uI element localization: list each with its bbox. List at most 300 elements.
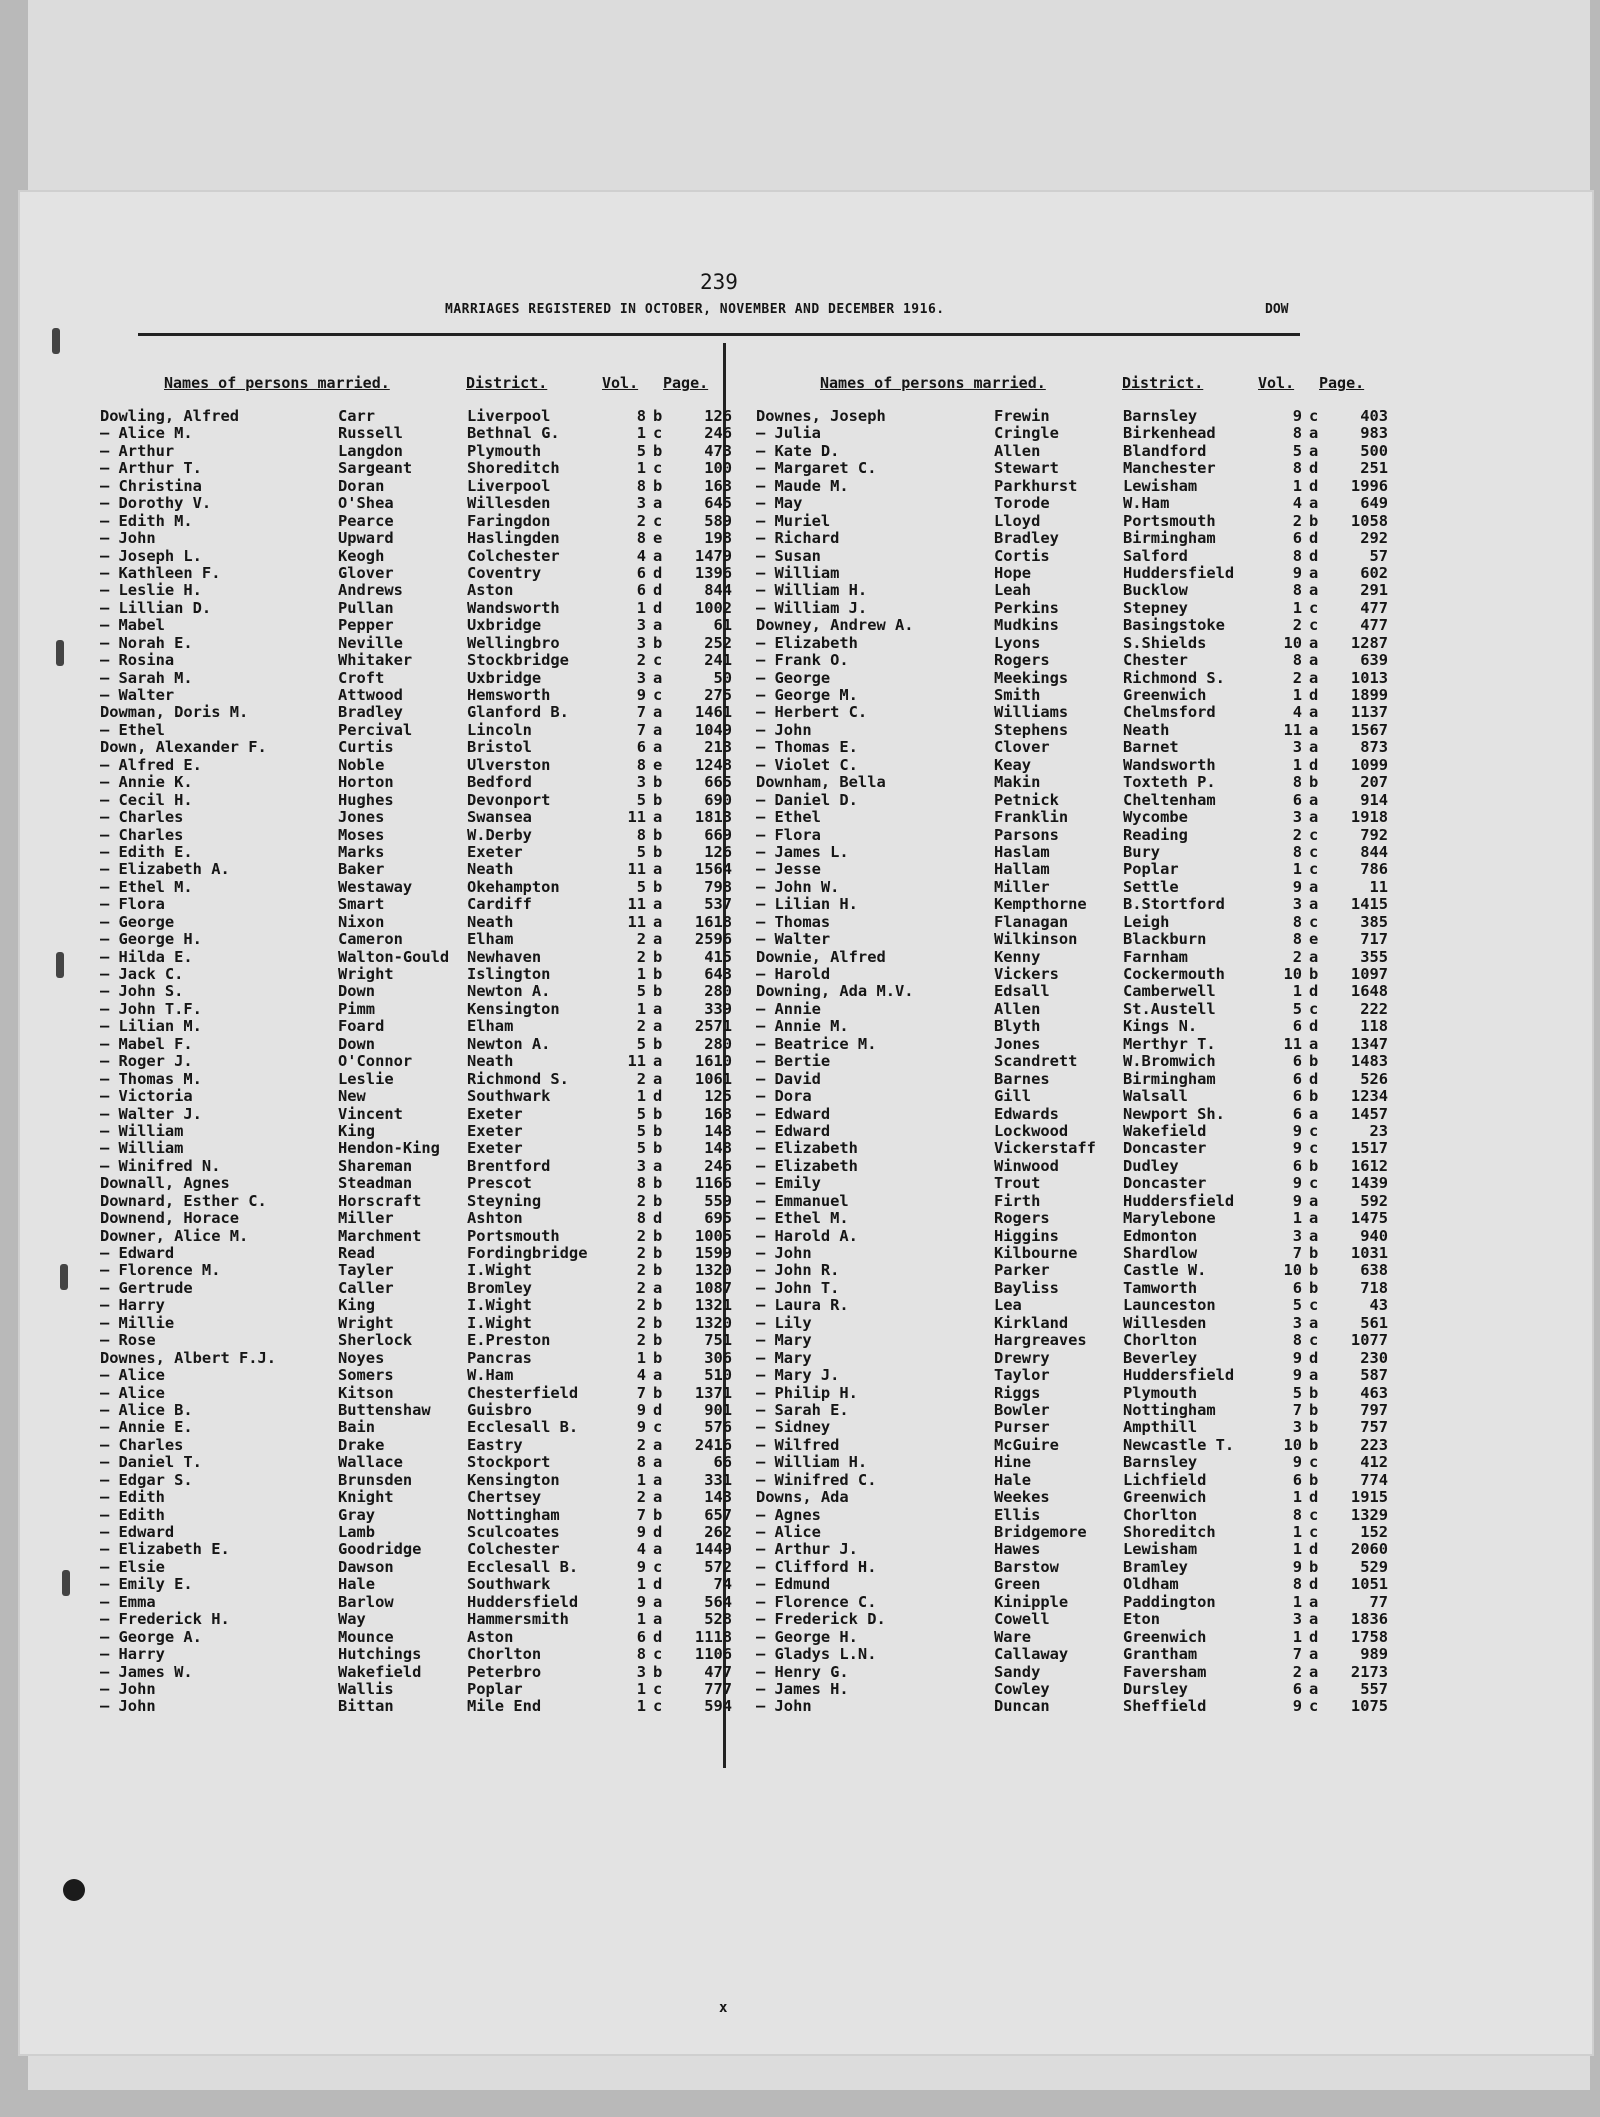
entry-spouse-surname: Meekings (994, 668, 1069, 687)
register-entry (756, 600, 1416, 617)
entry-spouse-surname: Lloyd (994, 511, 1041, 530)
entry-volume-section: d (653, 1087, 663, 1106)
register-entry (756, 1001, 1416, 1018)
entry-volume: 4 (636, 546, 646, 565)
entry-name: — Edgar S. (100, 1471, 193, 1489)
entry-page: 1610 (694, 1052, 732, 1071)
entry-spouse-surname: Jones (338, 808, 385, 827)
register-entry (756, 425, 1416, 442)
register-entry (100, 687, 760, 704)
entry-volume: 5 (1292, 1383, 1302, 1402)
register-entry (100, 1280, 760, 1297)
entry-volume: 5 (1292, 1296, 1302, 1315)
entry-district: Hemsworth (467, 686, 551, 704)
entry-volume: 6 (636, 738, 646, 757)
entry-volume: 3 (636, 668, 646, 687)
entry-district: Uxbridge (467, 668, 542, 687)
entry-page: 50 (713, 668, 732, 687)
entry-page: 275 (704, 686, 732, 704)
entry-name: — George (100, 913, 175, 931)
entry-district: Chorlton (1123, 1505, 1198, 1524)
entry-page: 529 (1360, 1557, 1388, 1576)
punch-hole (63, 1879, 85, 1901)
entry-volume-section: b (1309, 1435, 1319, 1454)
entry-name: — Edith (100, 1506, 165, 1524)
entry-name: — James L. (756, 843, 849, 861)
entry-volume-section: d (653, 1575, 663, 1594)
register-entry (756, 652, 1416, 669)
entry-volume: 2 (636, 1226, 646, 1245)
entry-page: 1087 (694, 1278, 732, 1297)
entry-page: 477 (704, 1662, 732, 1681)
entry-volume-section: a (1309, 1191, 1319, 1210)
entry-name: — William (756, 564, 840, 582)
entry-name: — Arthur (100, 442, 175, 460)
register-entry (756, 1472, 1416, 1489)
entry-spouse-surname: Upward (338, 529, 394, 548)
entry-district: Bromley (467, 1278, 532, 1297)
entry-name: — Richard (756, 530, 840, 548)
entry-district: Sculcoates (467, 1523, 560, 1541)
entry-name: — John W. (756, 878, 840, 896)
entry-district: Richmond S. (1123, 668, 1225, 687)
entry-volume: 9 (636, 1557, 646, 1576)
register-entry (756, 896, 1416, 913)
register-entry (756, 1350, 1416, 1367)
register-entry (100, 600, 760, 617)
entry-name: — Clifford H. (756, 1558, 877, 1576)
register-entry (100, 1297, 760, 1314)
entry-name: Downend, Horace (100, 1210, 239, 1228)
header-page: Page. (1319, 374, 1365, 392)
entry-district: Leigh (1123, 912, 1170, 931)
register-entry (100, 757, 760, 774)
entry-district: Toxteth P. (1123, 773, 1216, 792)
entry-page: 844 (1360, 842, 1388, 861)
entry-page: 43 (1369, 1296, 1388, 1315)
entry-name: — Frederick H. (100, 1611, 230, 1629)
entry-spouse-surname: Haslam (994, 842, 1050, 861)
entry-page: 589 (704, 511, 732, 530)
register-entry (100, 425, 760, 442)
entry-name: — Henry G. (756, 1663, 849, 1681)
register-entry (756, 548, 1416, 565)
entry-district: Chesterfield (467, 1383, 579, 1402)
entry-volume: 5 (636, 1034, 646, 1053)
entry-name: — Daniel D. (756, 791, 858, 809)
register-entry (756, 530, 1416, 547)
entry-name: — Roger J. (100, 1053, 193, 1071)
register-entry (100, 1541, 760, 1558)
entry-volume-section: d (653, 1627, 663, 1646)
entry-volume-section: c (653, 1679, 663, 1698)
register-entry (100, 1489, 760, 1506)
entry-spouse-surname: Pearce (338, 511, 394, 530)
entry-name: — Edmund (756, 1576, 831, 1594)
entry-page: 57 (1369, 546, 1388, 565)
entry-volume: 2 (1292, 825, 1302, 844)
entry-spouse-surname: Attwood (338, 686, 403, 704)
entry-district: Wakefield (1123, 1121, 1207, 1140)
register-entry (100, 1175, 760, 1192)
entry-volume: 9 (1292, 1453, 1302, 1472)
entry-volume: 2 (1292, 947, 1302, 966)
entry-spouse-surname: Hale (338, 1575, 376, 1594)
entry-spouse-surname: Kempthorne (994, 895, 1087, 914)
entry-volume-section: b (653, 1121, 663, 1140)
entry-page: 1321 (694, 1296, 732, 1315)
entry-page: 1061 (694, 1069, 732, 1088)
entry-volume-section: a (653, 1470, 663, 1489)
entry-spouse-surname: Barnes (994, 1069, 1050, 1088)
entry-name: — George M. (756, 687, 858, 704)
register-entry (756, 1123, 1416, 1140)
entry-page: 594 (704, 1697, 732, 1716)
register-entry (100, 617, 760, 634)
register-entry (100, 1454, 760, 1471)
entry-volume-section: d (1309, 1627, 1319, 1646)
register-entry (100, 1576, 760, 1593)
register-entry (100, 548, 760, 565)
register-entry (756, 1018, 1416, 1035)
register-entry (756, 1385, 1416, 1402)
entry-volume-section: d (1309, 1488, 1319, 1507)
entry-district: Newport Sh. (1123, 1104, 1225, 1123)
entry-spouse-surname: Hale (994, 1470, 1032, 1489)
entry-district: Plymouth (1123, 1383, 1198, 1402)
entry-name: — May (756, 495, 803, 513)
entry-district: Neath (467, 1052, 514, 1071)
entry-district: Wycombe (1123, 808, 1188, 827)
entry-district: Edmonton (1123, 1226, 1198, 1245)
entry-name: — Annie (756, 1000, 821, 1018)
entry-page: 1457 (1350, 1104, 1388, 1123)
entry-page: 280 (704, 982, 732, 1001)
entry-spouse-surname: Bittan (338, 1697, 394, 1716)
entry-page: 657 (704, 1505, 732, 1524)
entry-volume-section: c (653, 1697, 663, 1716)
entry-name: — Daniel T. (100, 1454, 202, 1472)
entry-name: — Emily E. (100, 1576, 193, 1594)
entry-page: 572 (704, 1557, 732, 1576)
entry-name: — Emily (756, 1175, 821, 1193)
entry-name: — David (756, 1070, 821, 1088)
entry-page: 355 (1360, 947, 1388, 966)
entry-spouse-surname: Wallis (338, 1679, 394, 1698)
entry-spouse-surname: O'Connor (338, 1052, 413, 1071)
entry-volume-section: c (653, 1418, 663, 1437)
entry-district: Liverpool (467, 476, 551, 495)
register-entry (100, 513, 760, 530)
entry-name: Dowman, Doris M. (100, 704, 249, 722)
entry-page: 1051 (1350, 1575, 1388, 1594)
entry-page: 126 (704, 842, 732, 861)
register-entry (100, 1193, 760, 1210)
entry-name: Downes, Joseph (756, 408, 886, 425)
entry-volume-section: b (653, 1296, 663, 1315)
entry-district: Blandford (1123, 441, 1207, 460)
entry-district: W.Ham (1123, 494, 1170, 513)
entry-spouse-surname: Ellis (994, 1505, 1041, 1524)
register-entry (100, 1036, 760, 1053)
register-entry (100, 1385, 760, 1402)
entry-volume: 6 (1292, 1470, 1302, 1489)
entry-volume: 1 (1292, 476, 1302, 495)
entry-name: — John T. (756, 1279, 840, 1297)
entry-district: Peterbro (467, 1662, 542, 1681)
entry-volume: 1 (636, 598, 646, 617)
entry-page: 792 (1360, 825, 1388, 844)
entry-name: — Ethel M. (100, 878, 193, 896)
entry-name: — Edward (100, 1524, 175, 1541)
entry-spouse-surname: Gill (994, 1087, 1032, 1106)
entry-district: Greenwich (1123, 1627, 1207, 1646)
entry-page: 669 (704, 825, 732, 844)
entry-name: Downey, Andrew A. (756, 617, 914, 635)
entry-page: 1758 (1350, 1627, 1388, 1646)
entry-name: — Philip H. (756, 1384, 858, 1402)
entry-page: 412 (1360, 1453, 1388, 1472)
entry-spouse-surname: Leslie (338, 1069, 394, 1088)
entry-district: Devonport (467, 790, 551, 809)
entry-name: — John (756, 1245, 812, 1262)
entry-name: — James H. (756, 1680, 849, 1698)
register-entry (100, 443, 760, 460)
entry-volume-section: b (1309, 1418, 1319, 1437)
entry-name: — Violet C. (756, 756, 858, 774)
entry-volume-section: c (653, 511, 663, 530)
entry-spouse-surname: Wakefield (338, 1662, 422, 1681)
entry-district: Neath (1123, 720, 1170, 739)
page-number: 239 (700, 270, 738, 294)
entry-volume: 1 (1292, 1488, 1302, 1507)
entry-spouse-surname: Russell (338, 424, 403, 443)
entry-spouse-surname: Caller (338, 1278, 394, 1297)
entry-name: — John (100, 1680, 156, 1698)
entry-name: — Joseph L. (100, 547, 202, 565)
entry-district: Willesden (1123, 1313, 1207, 1332)
entry-name: — John (756, 1698, 812, 1716)
entry-page: 1461 (694, 703, 732, 722)
entry-volume-section: c (653, 1557, 663, 1576)
entry-volume-section: b (1309, 1278, 1319, 1297)
entry-volume-section: d (653, 1400, 663, 1419)
entry-spouse-surname: Allen (994, 999, 1041, 1018)
entry-district: Ulverston (467, 755, 551, 774)
entry-volume-section: b (653, 1505, 663, 1524)
entry-page: 11 (1369, 877, 1388, 896)
entry-spouse-surname: Walton-Gould (338, 947, 450, 966)
entry-district: Barnsley (1123, 1453, 1198, 1472)
entry-page: 873 (1360, 738, 1388, 757)
entry-page: 1918 (1350, 808, 1388, 827)
entry-spouse-surname: Barlow (338, 1592, 394, 1611)
entry-name: — Harold A. (756, 1227, 858, 1245)
entry-volume-section: b (1309, 511, 1319, 530)
entry-volume: 10 (1283, 633, 1302, 652)
entry-spouse-surname: Hughes (338, 790, 394, 809)
entry-page: 528 (704, 1610, 732, 1629)
entry-volume-section: d (1309, 982, 1319, 1001)
entry-name: — George H. (100, 931, 202, 949)
entry-district: Liverpool (467, 407, 551, 425)
entry-volume: 5 (636, 1139, 646, 1158)
entry-name: — John (100, 530, 156, 548)
entry-page: 718 (1360, 1278, 1388, 1297)
entry-volume: 1 (1292, 755, 1302, 774)
entry-name: — Sarah M. (100, 669, 193, 687)
entry-name: — George H. (756, 1628, 858, 1646)
entry-volume: 4 (1292, 494, 1302, 513)
entry-district: Marylebone (1123, 1209, 1216, 1228)
entry-district: S.Shields (1123, 633, 1207, 652)
entry-volume-section: a (653, 720, 663, 739)
register-entry (756, 809, 1416, 826)
entry-page: 223 (1360, 1435, 1388, 1454)
register-entry (100, 1367, 760, 1384)
entry-spouse-surname: Westaway (338, 877, 413, 896)
entry-district: Elham (467, 1017, 514, 1036)
entry-district: Uxbridge (467, 616, 542, 635)
entry-volume-section: a (1309, 738, 1319, 757)
entry-volume-section: b (1309, 965, 1319, 983)
entry-page: 1013 (1350, 668, 1388, 687)
entry-volume: 9 (1292, 1697, 1302, 1716)
entry-page: 1031 (1350, 1244, 1388, 1262)
entry-spouse-surname: Noyes (338, 1348, 385, 1367)
entry-page: 983 (1360, 424, 1388, 443)
entry-district: Lincoln (467, 720, 532, 739)
entry-page: 757 (1360, 1418, 1388, 1437)
entry-name: — Florence C. (756, 1593, 877, 1611)
binding-mark (56, 640, 64, 666)
entry-name: — Rosina (100, 652, 175, 670)
entry-spouse-surname: Hope (994, 563, 1032, 582)
entry-district: Eastry (467, 1435, 523, 1454)
entry-page: 1166 (694, 1174, 732, 1193)
register-entry (756, 757, 1416, 774)
entry-spouse-surname: Moses (338, 825, 385, 844)
entry-spouse-surname: Cameron (338, 930, 403, 949)
entry-volume: 5 (636, 982, 646, 1001)
entry-volume: 10 (1283, 1435, 1302, 1454)
binding-mark (52, 328, 60, 354)
entry-page: 1915 (1350, 1488, 1388, 1507)
register-entry (100, 1228, 760, 1245)
entry-volume: 5 (636, 441, 646, 460)
register-entry (100, 844, 760, 861)
register-entry (756, 1193, 1416, 1210)
register-entry (100, 896, 760, 913)
entry-district: Doncaster (1123, 1174, 1207, 1193)
entry-volume: 8 (636, 1174, 646, 1193)
entry-district: Barnsley (1123, 407, 1198, 425)
register-entry (756, 670, 1416, 687)
entry-volume: 6 (1292, 1278, 1302, 1297)
entry-volume: 6 (636, 563, 646, 582)
entry-spouse-surname: O'Shea (338, 494, 394, 513)
entry-spouse-surname: Dawson (338, 1557, 394, 1576)
entry-volume-section: a (653, 738, 663, 757)
entry-volume-section: b (653, 947, 663, 966)
entry-page: 1371 (694, 1383, 732, 1402)
entry-district: Paddington (1123, 1592, 1216, 1611)
entry-volume-section: d (1309, 546, 1319, 565)
entry-page: 592 (1360, 1191, 1388, 1210)
entry-name: — Alfred E. (100, 756, 202, 774)
register-entry (100, 774, 760, 791)
entry-district: Settle (1123, 877, 1179, 896)
register-entry (756, 1629, 1416, 1646)
entry-volume-section: b (1309, 1557, 1319, 1576)
entry-page: 1075 (1350, 1697, 1388, 1716)
entry-spouse-surname: Kinipple (994, 1592, 1069, 1611)
entry-page: 1287 (1350, 633, 1388, 652)
entry-page: 559 (704, 1191, 732, 1210)
entry-volume-section: a (653, 1610, 663, 1629)
entry-volume-section: c (1309, 598, 1319, 617)
entry-district: Kings N. (1123, 1017, 1198, 1036)
entry-district: E.Preston (467, 1331, 551, 1350)
entry-page: 1612 (1350, 1156, 1388, 1175)
register-entry (756, 1332, 1416, 1349)
entry-name: — Emmanuel (756, 1192, 849, 1210)
entry-district: Stockbridge (467, 651, 569, 670)
entry-spouse-surname: Clover (994, 738, 1050, 757)
register-entry (100, 983, 760, 1000)
entry-name: — John R. (756, 1262, 840, 1280)
entry-name: — Ethel M. (756, 1210, 849, 1228)
entry-district: Willesden (467, 494, 551, 513)
register-entry (100, 582, 760, 599)
entry-volume-section: d (1309, 1348, 1319, 1367)
entry-page: 280 (704, 1034, 732, 1053)
entry-page: 665 (704, 773, 732, 792)
entry-volume: 2 (636, 1435, 646, 1454)
entry-volume-section: a (1309, 1104, 1319, 1123)
entry-spouse-surname: Jones (994, 1034, 1041, 1053)
register-entry (756, 1698, 1416, 1715)
entry-volume: 8 (1292, 1331, 1302, 1350)
entry-volume: 6 (1292, 790, 1302, 809)
register-entry (756, 495, 1416, 512)
entry-volume-section: b (653, 407, 663, 425)
entry-name: — George (756, 669, 831, 687)
entry-spouse-surname: Bowler (994, 1400, 1050, 1419)
entry-page: 163 (704, 476, 732, 495)
entry-spouse-surname: Way (338, 1610, 366, 1629)
entry-district: Greenwich (1123, 1488, 1207, 1507)
entry-spouse-surname: Winwood (994, 1156, 1059, 1175)
entry-volume: 6 (1292, 1052, 1302, 1071)
register-entry (100, 1262, 760, 1279)
entry-spouse-surname: Gray (338, 1505, 376, 1524)
entry-volume: 1 (636, 1575, 646, 1594)
entry-district: Aston (467, 581, 514, 600)
entry-page: 1483 (1350, 1052, 1388, 1071)
register-entry (100, 1594, 760, 1611)
entry-spouse-surname: Miller (994, 877, 1050, 896)
entry-page: 1517 (1350, 1139, 1388, 1158)
entry-volume: 5 (1292, 441, 1302, 460)
entry-district: Coventry (467, 563, 542, 582)
entry-page: 1479 (694, 546, 732, 565)
header-page: Page. (663, 374, 709, 392)
register-entry (756, 582, 1416, 599)
entry-page: 537 (704, 895, 732, 914)
entry-volume-section: a (1309, 1679, 1319, 1698)
entry-name: — Margaret C. (756, 460, 877, 478)
